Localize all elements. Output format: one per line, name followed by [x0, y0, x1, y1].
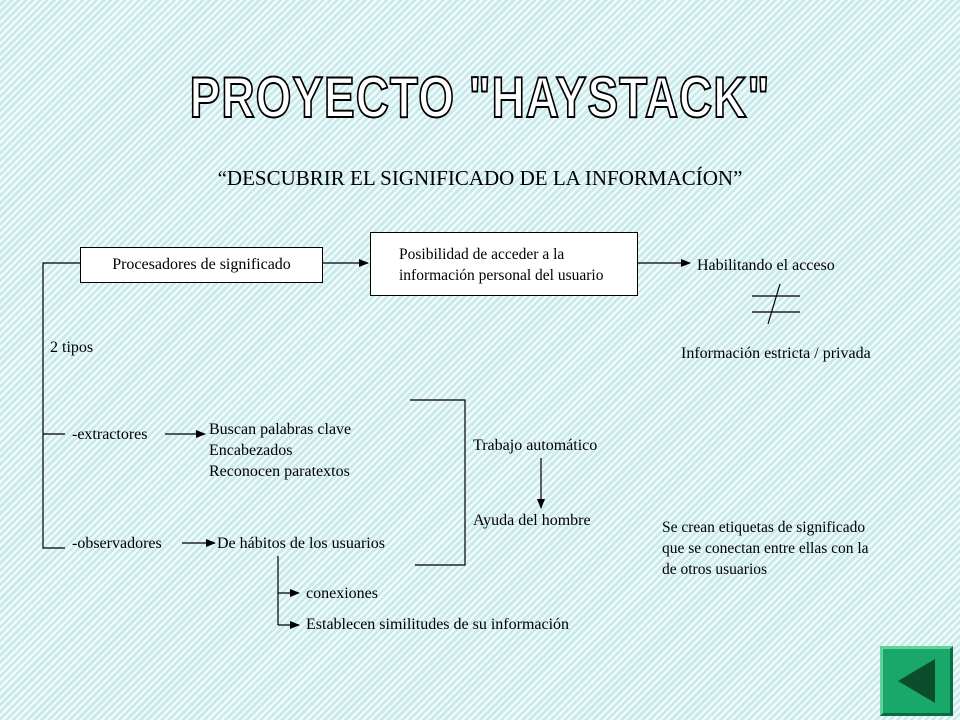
- habitos-label: De hábitos de los usuarios: [217, 535, 385, 552]
- habilitando-label: Habilitando el acceso: [697, 257, 835, 274]
- etiquetas-line: que se conectan entre ellas con la: [662, 539, 869, 557]
- extractores-label: -extractores: [72, 426, 148, 443]
- info-estricta-label: Información estricta / privada: [681, 345, 871, 362]
- posibilidad-line-2: información personal del usuario: [399, 266, 604, 284]
- observadores-label: -observadores: [72, 535, 162, 552]
- procesadores-box: [80, 247, 323, 283]
- back-button[interactable]: [880, 646, 953, 716]
- buscan-list: [209, 420, 351, 482]
- etiquetas-line: Se crean etiquetas de significado: [662, 519, 866, 536]
- buscan-item: Reconocen paratextos: [209, 462, 350, 480]
- page-subtitle: “DESCUBRIR EL SIGNIFICADO DE LA INFORMACÍON”: [217, 166, 743, 190]
- etiquetas-note: [662, 518, 869, 581]
- trabajo-label: Trabajo automático: [473, 437, 598, 454]
- ayuda-label: Ayuda del hombre: [473, 512, 591, 529]
- not-equal-icon: [752, 284, 800, 324]
- dos-tipos-label: 2 tipos: [50, 339, 94, 356]
- page-title: PROYECTO "HAYSTACK": [189, 64, 771, 130]
- establecen-label: Establecen similitudes de su información: [306, 616, 570, 633]
- etiquetas-line: de otros usuarios: [662, 560, 768, 578]
- bracket-line: [410, 400, 465, 565]
- conexiones-label: conexiones: [306, 585, 378, 602]
- procesadores-label: Procesadores de significado: [112, 256, 291, 273]
- buscan-item: Encabezados: [209, 441, 293, 459]
- spine-line: [43, 263, 80, 548]
- posibilidad-box: [370, 232, 638, 296]
- back-arrow-icon: [883, 649, 950, 713]
- posibilidad-line-1: Posibilidad de acceder a la: [399, 246, 565, 263]
- buscan-item: Buscan palabras clave: [209, 421, 352, 438]
